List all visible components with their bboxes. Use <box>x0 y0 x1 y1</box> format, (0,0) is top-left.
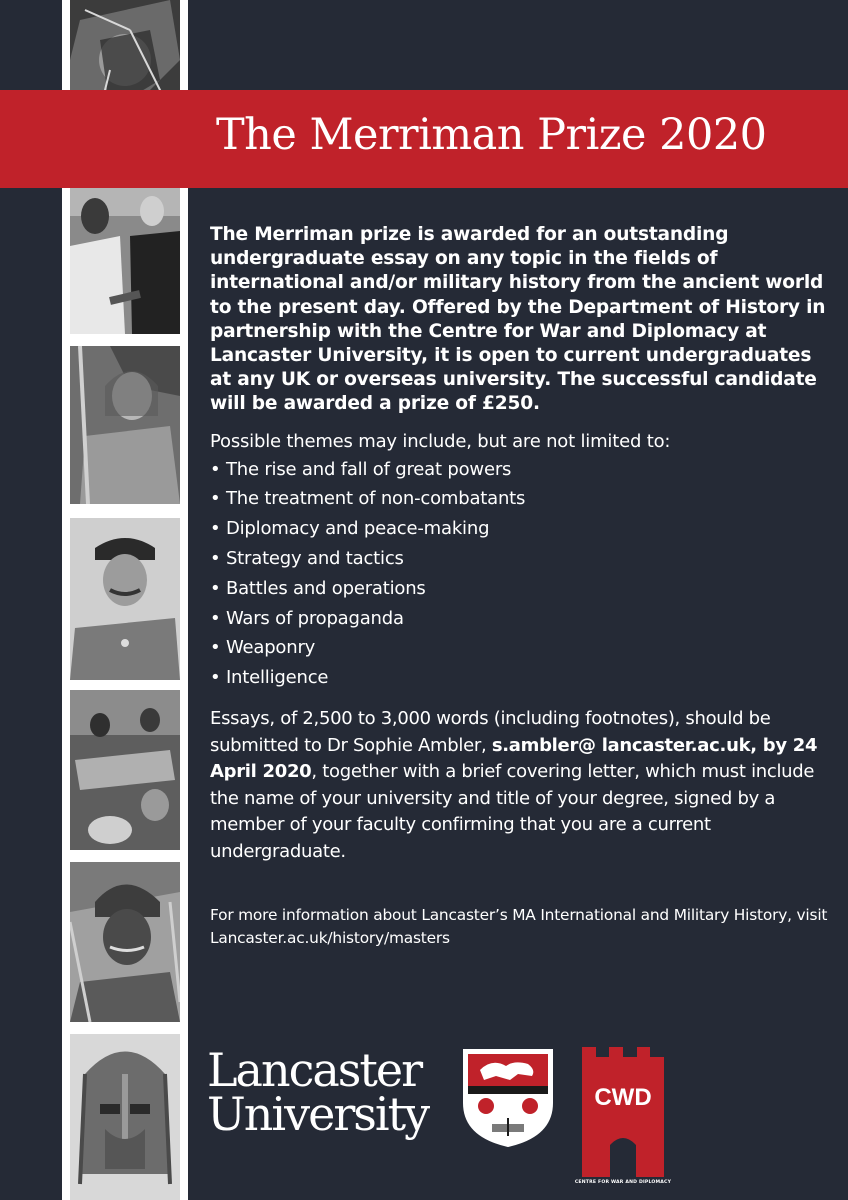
main-content <box>210 223 835 951</box>
themes-list <box>210 455 835 693</box>
logo-text-line1: Lancaster <box>207 1043 422 1097</box>
soldier-helmet-photo <box>70 862 180 1022</box>
list-item: • The treatment of non-combatants <box>210 484 835 514</box>
joan-of-arc-painting <box>70 346 180 504</box>
cwd-subtitle: CENTRE FOR WAR AND DIPLOMACY <box>574 1180 672 1185</box>
soldiers-crowd-photo <box>70 690 180 850</box>
more-info-text[interactable]: For more information about Lancaster’s MA International and Military History, visit Lancaster.ac.uk/history/masters <box>210 905 828 948</box>
list-item: • Strategy and tactics <box>210 544 835 574</box>
logo-text-line2: University <box>207 1087 429 1141</box>
lancaster-university-logo <box>207 1043 429 1141</box>
intro-paragraph: The Merriman prize is awarded for an outstanding undergraduate essay on any topic in the fields of international and/or military history from the ancient world to the present day. Offered by the Department of History in partnership with the Centre for War and Diplomacy at Lancaster University, it is open to current undergraduates at any UK or overseas university. The successful candidate will be awarded a prize of £250. <box>210 224 826 415</box>
list-item: • Diplomacy and peace-making <box>210 514 835 544</box>
list-item: • Wars of propaganda <box>210 604 835 634</box>
cwd-castle-logo <box>582 1047 664 1177</box>
list-item: • Battles and operations <box>210 574 835 604</box>
stalin-portrait-photo <box>70 518 180 680</box>
themes-lead: Possible themes may include, but are not limited to: <box>210 430 671 452</box>
list-item: • Intelligence <box>210 663 835 693</box>
list-item: • The rise and fall of great powers <box>210 455 835 485</box>
sutton-hoo-helmet-photo <box>70 1034 180 1200</box>
cwd-logo-text: CWD <box>594 1084 652 1111</box>
submission-paragraph <box>210 706 835 866</box>
handshake-photo <box>70 176 180 334</box>
submission-email[interactable]: s.ambler@ lancaster.ac.uk, by 24 April 2020 <box>210 734 818 783</box>
submission-text-2: , together with a brief covering letter, which must include the name of your university and title of your degree, signed by a member of your faculty confirming that you are a current undergraduate. <box>210 761 815 862</box>
lancaster-crest-icon <box>462 1048 554 1148</box>
submission-text-1: Essays, of 2,500 to 3,000 words (including footnotes), should be submitted to Dr Sophie Ambler, <box>210 708 771 756</box>
page-title: The Merriman Prize 2020 <box>216 110 767 160</box>
list-item: • Weaponry <box>210 633 835 663</box>
